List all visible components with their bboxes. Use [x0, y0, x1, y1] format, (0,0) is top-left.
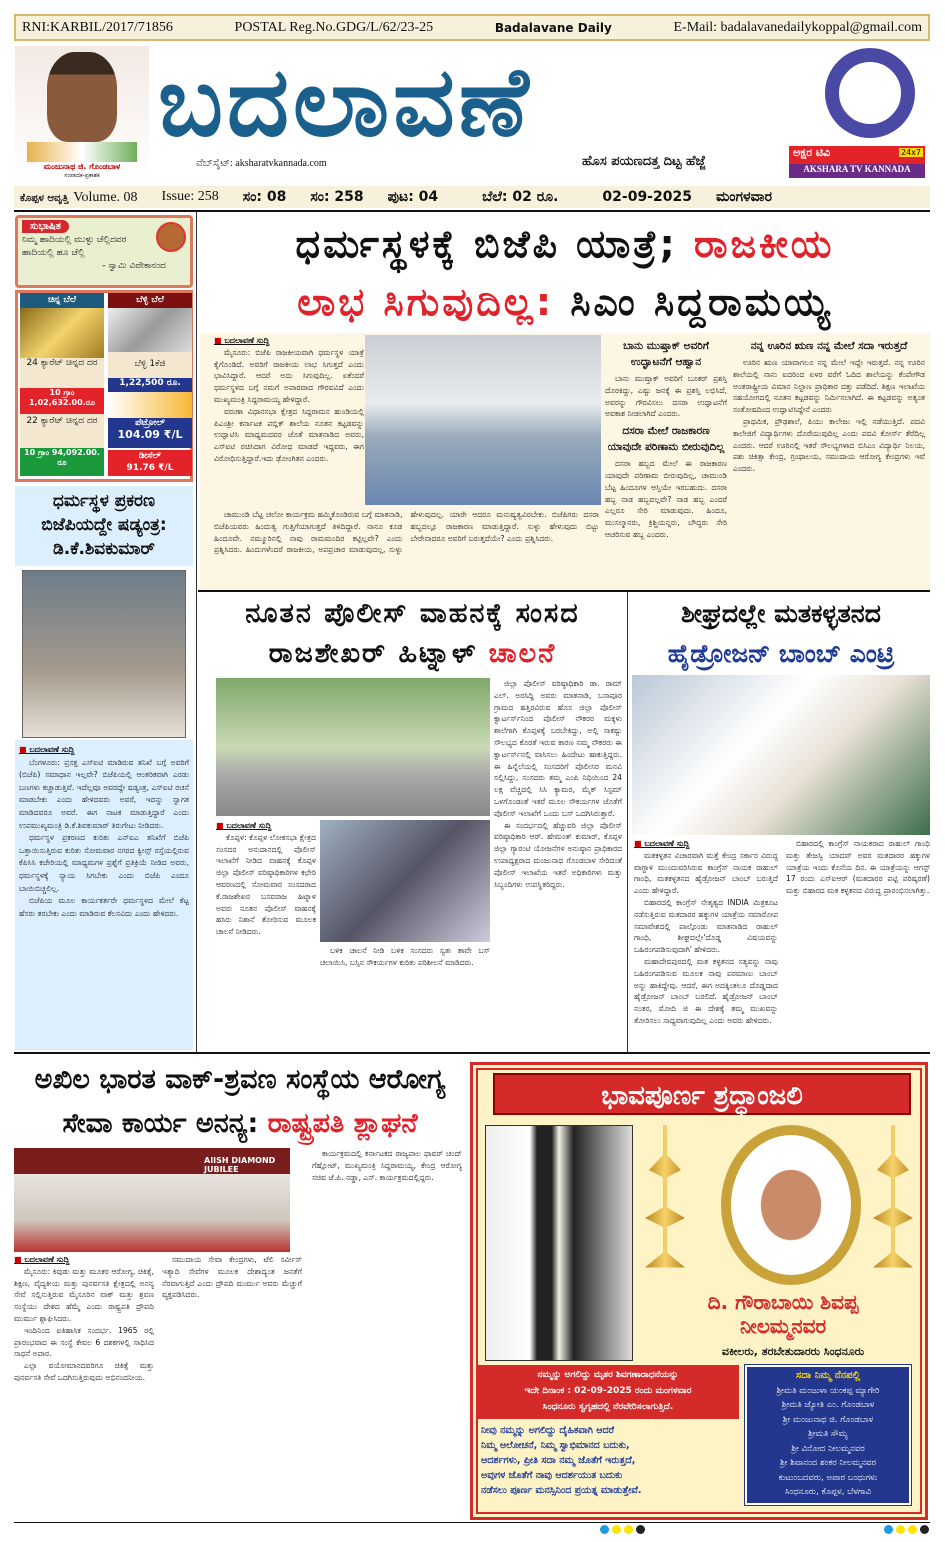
- tribute-message: [481, 1423, 741, 1498]
- email: E-Mail: badalavanedailykoppal@gmail.com: [673, 19, 922, 35]
- rates-gold24-label: 24 ಕ್ಯಾರೆಟ್ ಚಿನ್ನದ ದರ: [20, 358, 104, 388]
- subhashita-author: - ಸ್ವಾಮಿ ವಿವೇಕಾನಂದ: [102, 261, 166, 271]
- lead-story: [200, 333, 930, 590]
- rahul-p1: ಮತಕಳ್ಳತನ ವಿಚಾರವಾಗಿ ಮತ್ತೆ ಕೇಂದ್ರ ಸರ್ಕಾರ ವಿರುದ್ಧ ವಾಗ್ದಾಳಿ ಮುಂದುವರಿಸಿರುವ ಕಾಂಗ್ರೆಸ್ ನಾಯಕ ರಾಹುಲ್ ಗಾಂಧಿ, ಮತಕಳ್ಳತನದ ಹೈಡ್ರೋಜನ್ ಬಾಂಬ್ ಬರುತ್ತಿದೆ ಎಂದು ಹೇಳಿದ್ದಾರೆ.: [634, 850, 778, 896]
- dk-p3: ಬಿಜೆಪಿಯ ಮೂಲ ಕಾರ್ಯಕರ್ತರೇ ಧರ್ಮಸ್ಥಳದ ಮೇಲೆ ಕೆಟ್ಟ ಹೆಸರು ತರಬೇಕು ಎಂದು ಮಾಡಿರುವ ಕೆಲಸವಿದು ಎಂದು ಹೇಳಿದರು.: [19, 896, 189, 918]
- dk-byline: ■ ಬದಲಾವಣೆ ಸುದ್ದಿ: [19, 744, 189, 757]
- ad-name2: ನೀಲಮ್ಮನವರ: [739, 1314, 827, 1338]
- oil-lamp-icon: [645, 1125, 685, 1275]
- rates-petrol-value: 104.09 ₹/L: [117, 428, 183, 441]
- issue-date: 02-09-2025: [602, 189, 692, 205]
- lead-byline: ■ ಬದಲಾವಣೆ ಸುದ್ದಿ: [214, 335, 364, 347]
- police-p3: ಜಿಲ್ಲಾ ಪೊಲೀಸ್ ವರಿಷ್ಠಾಧಿಕಾರಿ ಡಾ. ರಾಮ್ ಎಲ್. ಅರಸಿದ್ದಿ ಅವರು ಮಾತನಾಡಿ, ಬಸಾಪೂರ ಗ್ರಾಮದ ಹತ್ತಿರವಿರುವ ಹೊಸ ಜಿಲ್ಲಾ ಪೊಲೀಸ್ ಕ್ವಾರ್ಟರ್ಸ್‌ನಿಂದ ಪೊಲೀಸ್ ನೌಕರರ ಮಕ್ಕಳು ಶಾಲೆಗಾಗಿ ಕೊಪ್ಪಳಕ್ಕೆ ಬರಬೇಕಿದ್ದು, ಅಲ್ಲಿ ಸಾಕಷ್ಟು ಸೌಲಭ್ಯದ ಕೊರತೆ ಇರುವ ಕಾರಣ ನಮ್ಮ ನೌಕರರು ಈ ಕ್ವಾರ್ಟರ್ಸ್‌ನಲ್ಲಿ ವಾಸಿಸಲು ಹಿಂದೇಟು ಹಾಕುತ್ತಿದ್ದರು. ಈ ಹಿನ್ನೆಲೆಯಲ್ಲಿ ಸಂಸದರಿಗೆ ಪೊಲೀಸರ ಮನವಿ ಸಲ್ಲಿಸಿದ್ದು, ಸಂಸದರು ತಮ್ಮ ಎಂಪಿ ನಿಧಿಯಿಂದ 24 ಲಕ್ಷ ವೆಚ್ಚದಲ್ಲಿ ಸಿಸಿ ಕ್ಯಾಮರ, ಮೈಕ್ ಸಿಸ್ಟಮ್ ಒಳಗೊಂಡಂತೆ ಇತರೆ ಮೂಲ ಸೌಕರ್ಯಗಳ ಜೊತೆಗೆ ಪೊಲೀಸ್ ಇಲಾಖೆಗೆ ಒಂದು ಬಸ್ ಒದಗಿಸಿರುತ್ತಾರೆ.: [494, 679, 622, 818]
- president-p2: ಇಂದಿನಿಂದ ಐತಿಹಾಸಿಕ ಸಂದರ್ಭ. 1965 ರಲ್ಲಿ ಪ್ರಾರಂಭವಾದ ಈ ಸಂಸ್ಥೆ ಕೇವಲ 6 ದಶಕಗಳಲ್ಲಿ ಸಾಧಿಸಿದ ಸಾಧನೆ ಅಪಾರ.: [14, 1325, 154, 1359]
- ad-title: ಭಾವಪೂರ್ಣ ಶ್ರದ್ಧಾಂಜಲಿ: [493, 1073, 911, 1115]
- police-byline: ■ ಬದಲಾವಣೆ ಸುದ್ದಿ: [216, 820, 316, 832]
- president-p5: ಕಾರ್ಯಕ್ರಮದಲ್ಲಿ ಕರ್ನಾಟಕದ ರಾಜ್ಯಪಾಲ ಥಾವರ್ ಚಂದ್ ಗೆಹ್ಲೋಟ್, ಮುಖ್ಯಮಂತ್ರಿ ಸಿದ್ದರಾಮಯ್ಯ, ಕೇಂದ್ರ ಆರೋಗ್ಯ ಸಚಿವ ಜೆ.ಪಿ. ನಡ್ಡಾ, ಎಸ್. ಕಾರ್ಯಕ್ರಮದಲ್ಲಿದ್ದರು.: [312, 1149, 462, 1182]
- lead-headline-red2: ಲಾಭ ಸಿಗುವುದಿಲ್ಲ:: [297, 280, 555, 324]
- president-headline2-red: ರಾಷ್ಟ್ರಪತಿ ಶ್ಲಾಘನೆ: [267, 1108, 418, 1139]
- akshara-tv-logo: [785, 48, 925, 180]
- ad-family-1: ಶ್ರೀಮತಿ ಜ್ಯೋತಿ ಎಂ. ಗೊಂಡಬಾಳ: [781, 1400, 875, 1410]
- rates-box: [15, 290, 193, 482]
- rahul-headline: [632, 594, 930, 674]
- lead-p7: ಪ್ರಾಥಮಿಕ, ಪ್ರೌಢಶಾಲೆ, ಪಿಯು ಕಾಲೇಜು ಇಲ್ಲಿ ನಡೆಯುತ್ತಿದೆ. ಪದವಿ ಕಾಲೇಜಿಗೆ ವಿದ್ಯಾರ್ಥಿಗಳು ದೊರೆಯುವುದಿಲ್ಲ ಎಂದು ಪದವಿ ಕೋರ್ಸ್ ತೆರೆದಿಲ್ಲ ಎಂದರು. ಆದರೆ ಊರಿನಲ್ಲಿ ಇತರೆ ಸೌಲಭ್ಯಗಳಾದ ಬಿಸಿಎಂ ವಿದ್ಯಾರ್ಥಿ ನಿಲಯ, ಪಶು ಚಿಕಿತ್ಸಾ ಕೇಂದ್ರ, ಗ್ರಂಥಾಲಯ, ಸಮುದಾಯ ಆರೋಗ್ಯ ಕೇಂದ್ರಗಳು ಇವೆ ಎಂದರು.: [733, 416, 925, 474]
- subhashita-text: ನಿಮ್ಮ ಹಾದಿಯಲ್ಲಿ ಮುಳ್ಳು ಚೆಲ್ಲಿದವರ ಹಾದಿಯಲ್ಲಿ ಹೂ ಚೆಲ್ಲಿ: [22, 235, 127, 258]
- rahul-gandhi-photo: [632, 675, 930, 835]
- rates-gold22-label: 22 ಕ್ಯಾರೆಟ್ ಚಿನ್ನದ ದರ: [20, 414, 104, 448]
- person-photo: [485, 1125, 633, 1361]
- editor-name: ಮಂಜುನಾಥ ಜಿ. ಗೊಂಡಬಾಳ: [43, 162, 121, 171]
- rates-silver-label: ಬೆಳ್ಳಿ ಬೆಲೆ: [108, 293, 192, 308]
- infobar-day: ಮಂಗಳವಾರ: [715, 189, 772, 205]
- registration-dots: [600, 1525, 645, 1534]
- rates-diesel-value: 91.76 ₹/L: [126, 463, 174, 473]
- lead-headline: [200, 215, 930, 333]
- newspaper-title: ಬದಲಾವಣೆ: [158, 46, 533, 158]
- ad-family-5: ಶ್ರೀ ಶಿವಾನಂದ ಶಂಕರ ನೀಲಮ್ಮನವರ: [779, 1458, 877, 1468]
- siddaramaiah-photo: [365, 335, 601, 505]
- rates-petrol-label: ಪೆಟ್ರೋಲ್: [135, 418, 165, 428]
- vivekananda-portrait: [156, 222, 186, 252]
- rahul-p2: ಬಿಹಾರದಲ್ಲಿ ಕಾಂಗ್ರೆಸ್ ನೇತೃತ್ವದ INDIA ಮಿತ್ರಕೂಟ ನಡೆಸುತ್ತಿರುವ ಮತದಾರರ ಹಕ್ಕುಗಳ ಯಾತ್ರೆಯ ಸಮಾರೋಪ ಸಮಾವೇಶದಲ್ಲಿ ಪಾಲ್ಗೊಂಡು ಮಾತನಾಡಿದ ರಾಹುಲ್ ಗಾಂಧಿ, ಶೀಘ್ರದಲ್ಲೇ'ದೊಡ್ಡ ವಿಷಯವನ್ನು ಬಹಿರಂಗಪಡಿಸುವುದಾಗಿ' ಹೇಳಿದರು.: [634, 897, 778, 955]
- editor-role: ಸಂಪಾದಕ-ಪ್ರಕಾಶಕ: [64, 172, 100, 179]
- ad-role: ವಕೀಲರು, ತರಬೇತುದಾರರು ಸಿಂಧನೂರು: [721, 1345, 865, 1358]
- rates-gold-label: ಚಿನ್ನ ಬೆಲೆ: [20, 293, 104, 308]
- rahul-p4: ಬಿಹಾರದಲ್ಲಿ ಕಾಂಗ್ರೆಸ್ ನಾಯಕರಾದ ರಾಹುಲ್ ಗಾಂಧಿ ಮತ್ತು ತೇಜಸ್ವಿ ಯಾದವ್ ಅವರ ಮತದಾರರ ಹಕ್ಕುಗಳ ಯಾತ್ರೆಯ ಇಂದು ಕೊನೆಯ ದಿನ. ಈ ಯಾತ್ರೆಯನ್ನು ಆಗಸ್ಟ್ 17 ರಂದು ಎಸ್‌ಐಆರ್ (ಮತದಾರರ ಪಟ್ಟಿ ಪರಿಷ್ಕರಣೆ) ಮತ್ತು ಬಿಹಾರದ ಮತ ಕಳ್ಳತನದ ವಿರುದ್ಧ ಪ್ರಾರಂಭಿಸಲಾಗಿತ್ತು.: [786, 839, 930, 896]
- paper-name-english: Badalavane Daily: [494, 20, 612, 35]
- ad-family-7: ಸಿಂಧನೂರು, ಕೊಪ್ಪಳ, ಬೆಳಗಾವಿ: [784, 1487, 872, 1497]
- police-headline1: ನೂತನ ಪೊಲೀಸ್ ವಾಹನಕ್ಕೆ ಸಂಸದ: [245, 598, 580, 629]
- president-p3: ಎಲ್ಲಾ ವಯೋಮಾನದವರಿಗೂ ಚಿಕಿತ್ಸೆ ಮತ್ತು ಪುನರ್ವಸತಿ ಸೇವೆ ಒದಗಿಸುತ್ತಿರುವುದು ಅಭಿನಂದನೀಯ.: [14, 1361, 154, 1382]
- dk-story-body: [15, 740, 193, 1050]
- lead-p3: ಚಾಮುಂಡಿ ಬೆಟ್ಟ ಚಲೋ ಕಾರ್ಯಕ್ರಮ ಹಮ್ಮಿಕೊಂಡಿರುವ ಬಗ್ಗೆ ಮಾತನಾಡಿ, ಬಿಜೆಪಿಯವರು ಹಿಂದುತ್ವ ಗುತ್ತಿಗೆಯಾಗುತ್ತದೆ ತಿಳಿದಿದ್ದಾರೆ. ನಾನೂ ಕೂಡ ಹಿಂದೂವೇ. ನಮ್ಮೂರಿನಲ್ಲಿ ನಾವು ರಾಮಮಂದಿರ ಕಟ್ಟಿಲ್ಲವೇ? ಎಂದು ಪ್ರಶ್ನಿಸಿದರು. ಹಿಂದುಗಳೆಂದರೆ ರಾಜಕೀಯ, ಅಪಪ್ರಚಾರ ಮಾಡುವುದಲ್ಲ, ಸುಳ್ಳು ಹೇಳುವುದಲ್ಲ. ಯಾರೇ ಆದರೂ ಮನುಷ್ಯತ್ವವಿರಬೇಕು. ಬಿಜೆಪಿಗರು ದಸರಾ ಹಬ್ಬದಲ್ಲೂ ರಾಜಕಾರಣ ಮಾಡುತ್ತಿದ್ದಾರೆ. ಸುಳ್ಳು ಹೇಳುವುದು ಬಿಟ್ಟು ಬೇರೇನಾದರೂ ಅವರಿಗೆ ಬರುತ್ತದೆಯೇ? ಎಂದು ಪ್ರಶ್ನಿಸಿದರು.: [214, 510, 599, 555]
- oil-lamp-icon: [873, 1125, 913, 1275]
- ad-message-0: ನೀವು ನಮ್ಮನ್ನು ಅಗಲಿದ್ದು ದೈಹಿಕವಾಗಿ ಆದರೆ: [481, 1425, 615, 1436]
- dk-p1: ಬೆಂಗಳೂರು: ಪ್ರಸಕ್ತ ಎಸ್‌ಐಟಿ ಮಾಡಿರುವ ತನಿಖೆ ಬಗ್ಗೆ ಅವರಿಗೆ (ಬಿಜೆಪಿ) ಸಮಾಧಾನ ಇಲ್ಲವೇ? ಬಿಜೆಪಿಯಲ್ಲಿ ಆಂತರಿಕವಾಗಿ ಎರಡು ಬಣಗಳು ಕಚ್ಚಾಡುತ್ತಿವೆ. ಇದೆಲ್ಲವೂ ಅವರದ್ದೇ ಷಡ್ಯಂತ್ರ, ಎಸ್‌ಐಟಿ ರಚನೆ ಮಾಡಬೇಕು ಎಂದು ಹೇಳಿದವರು ಅವರೆ, ಇದನ್ನು ಸ್ವಾಗತ ಮಾಡಿದವರೂ ಅವರೆ. ಈಗ ನಾಟಕ ಮಾಡುತ್ತಿದ್ದಾರೆ ಎಂದು ಉಪಮುಖ್ಯಮಂತ್ರಿ ಡಿ.ಕೆ.ಶಿವಕುಮಾರ್ ತಿರುಗೇಟು ನೀಡಿದರು.: [19, 757, 189, 830]
- lead-sub2: ದಸರಾ ಮೇಲೆ ರಾಜಕಾರಣ ಯಾವುದೇ ಪರಿಣಾಮ ಬೀರುವುದಿಲ್ಲ: [607, 425, 725, 454]
- tagline: ಹೊಸ ಪಯಣದತ್ತ ದಿಟ್ಟ ಹೆಜ್ಜೆ: [582, 154, 706, 169]
- ad-name1: ದಿ. ಗೌರಾಬಾಯಿ ಶಿವಪ್ಪ: [707, 1290, 859, 1314]
- masthead-logo-badge: 24x7: [900, 148, 921, 157]
- family-list: [745, 1365, 911, 1505]
- ad-notice-0: ನಮ್ಮನ್ನು ಅಗಲಿದ್ದು ಮೃತರ ಶಿವಗಣಾರಾಧನೆಯನ್ನು: [537, 1370, 679, 1380]
- rates-gold24-value: 10 ಗ್ರಾಂ 1,02,632.00.ರೂ: [20, 388, 104, 414]
- ad-message-3: ಅವುಗಳ ಜೊತೆಗೆ ನಾವು ಆದರ್ಶಯುತ ಬದುಕು: [481, 1470, 623, 1481]
- lead-p4: ಬಾನು ಮುಷ್ತಾಕ್ ಅವರಿಗೆ ಬೂಕರ್ ಪ್ರಶಸ್ತಿ ದೊರಕಿದ್ದು, ಎಷ್ಟು ಜನಕ್ಕೆ ಈ ಪ್ರಶಸ್ತಿ ಲಭಿಸಿದೆ, ಅವರನ್ನು ಗೌರವಿಸಲು ದಸರಾ ಉದ್ಘಾಟನೆಗೆ ಅವಕಾಶ ನೀಡಲಾಗಿದೆ ಎಂದರು.: [605, 374, 727, 419]
- ad-family-4: ಶ್ರೀ ವಿನೋದ ನೀಲಮ್ಮನವರ: [791, 1443, 865, 1454]
- lead-sub3: ನನ್ನ ಊರಿನ ಋಣ ನನ್ನ ಮೇಲೆ ಸದಾ ಇರುತ್ತದೆ: [750, 340, 908, 352]
- ad-family-title: ಸದಾ ನಿಮ್ಮ ನೆನಪಲ್ಲಿ: [795, 1370, 861, 1381]
- ad-notice-1: ಇದೇ ದಿನಾಂಕ : 02-09-2025 ರಂದು ಮಂಗಳವಾರ: [524, 1386, 692, 1396]
- obituary-ad: [470, 1062, 928, 1520]
- president-banner-text: AIISH DIAMOND JUBILEE: [204, 1156, 276, 1174]
- police-p4: ಈ ಸಂದರ್ಭದಲ್ಲಿ ಹೆಚ್ಚುವರಿ ಜಿಲ್ಲಾ ಪೊಲೀಸ್ ವರಿಷ್ಠಾಧಿಕಾರಿ ಆರ್. ಹೇಮಂತ್ ಕುಮಾರ್, ಕೊಪ್ಪಳ ಜಿಲ್ಲಾ ಗ್ಯಾರಂಟಿ ಯೋಜನೆಗಳ ಅನುಷ್ಠಾನ ಪ್ರಾಧಿಕಾರದ ಉಪಾಧ್ಯಕ್ಷರಾದ ಮಂಜುನಾಥ ಗೊಂಡಬಾಳ ಸೇರಿದಂತೆ ಪೊಲೀಸ್ ಇಲಾಖೆಯ ಇತರೆ ಅಧಿಕಾರಿಗಳು ಮತ್ತು ಸಿಬ್ಬಂದಿಗಳು ಉಪಸ್ಥಿತರಿದ್ದರು.: [494, 820, 622, 889]
- president-headline2-black: ಸೇವಾ ಕಾರ್ಯ ಅನನ್ಯ:: [62, 1108, 259, 1139]
- rates-gold22-value: 10 ಗ್ರಾಂ 94,092.00. ರೂ: [20, 448, 104, 476]
- police-p1: ಕೊಪ್ಪಳ: ಕೊಪ್ಪಳ ಲೋಕಸಭಾ ಕ್ಷೇತ್ರದ ಸಂಸದರ ಅನುದಾನದಲ್ಲಿ ಪೊಲೀಸ್ ಇಲಾಖೆಗೆ ನೀಡಿದ ವಾಹನಕ್ಕೆ ಕೊಪ್ಪಳ ಜಿಲ್ಲಾ ಪೊಲೀಸ್ ವರಿಷ್ಠಾಧಿಕಾರಿಗಳ ಕಛೇರಿ ಆವರಣದಲ್ಲಿ ಸೋಮವಾರ ಸಂಸದರಾದ ಕೆ.ರಾಜಶೇಖರ ಬಸವರಾಜ ಹಿಟ್ನಾಳ ಅವರು ನೂತನ ಪೊಲೀಸ್ ವಾಹನಕ್ಕೆ ಹಸಿರು ನಿಶಾನೆ ತೋರಿಸುವ ಮೂಲಕ ಚಾಲನೆ ನೀಡಿದರು.: [216, 832, 316, 937]
- infobar-edition: ಕೊಪ್ಪಳ ಆವೃತ್ತಿ: [20, 192, 69, 204]
- silver-image: [108, 308, 192, 352]
- ad-family-3: ಶ್ರೀಮತಿ ಸೌಮ್ಯ: [808, 1429, 848, 1439]
- lead-headline-red1: ರಾಜಕೀಯ: [693, 222, 835, 266]
- lead-p6: ಊರಿನ ಋಣ ಯಾವಾಗಲೂ ನನ್ನ ಮೇಲೆ ಇದ್ದೇ ಇರುತ್ತದೆ. ನನ್ನ ಊರಿನ ಶಾಲೆಯಲ್ಲಿ ನಾನು ಐದರಿಂದ ಏಳರ ವರೆಗೆ ಓದಿದ ಶಾಲೆಯನ್ನು ಕೆಂಪೇಗೌಡ ಅಂತರಾಷ್ಟ್ರೀಯ ವಿಮಾನ ನಿಲ್ದಾಣ ಪ್ರಾಧಿಕಾರ ದತ್ತು ಪಡೆದಿದೆ. ಶಿಕ್ಷಣ ಇಲಾಖೆಯ ಸಹಯೋಗದಲ್ಲಿ ನೂತನ ಕಟ್ಟಡವನ್ನು ನಿರ್ಮಿಸಲಾಗಿದೆ. ಈ ಕಟ್ಟಡವನ್ನು ಅತ್ಯಂತ ಸಂತೋಷದಿಂದ ಉದ್ಘಾಟಿಸಿದ್ದೇನೆ ಎಂದರು: [733, 358, 925, 415]
- registration-dots: [884, 1525, 929, 1534]
- police-story-col2: [494, 678, 622, 1050]
- infobar-sam2: ಸಂ: 258: [310, 189, 364, 205]
- ad-message-1: ನಿಮ್ಮ ಆಲೋಚನೆ, ನಿಮ್ಮ ಸ್ವಾಭಿಮಾನದ ಬದುಕು,: [481, 1440, 630, 1451]
- editor-photo: [15, 46, 149, 180]
- subhashita-label: ಸುಭಾಷಿತ: [22, 220, 69, 233]
- dk-headline: ಧರ್ಮಸ್ಥಳ ಪ್ರಕರಣ ಬಿಜೆಪಿಯದ್ದೇ ಷಡ್ಯಂತ್ರ: ಡಿ.ಕೆ.ಶಿವಕುಮಾರ್: [15, 486, 193, 566]
- rahul-headline1: ಶೀಘ್ರದಲ್ಲೇ ಮತಕಳ್ಳತನದ: [681, 599, 881, 628]
- masthead-logo-name2: AKSHARA TV KANNADA: [789, 164, 925, 178]
- top-info-bar: [14, 14, 930, 41]
- ad-message-4: ನಡೆಸಲು ಪೂರ್ಣ ಮನಸ್ಸಿನಿಂದ ಪ್ರಯತ್ನ ಮಾಡುತ್ತೇವೆ.: [481, 1485, 642, 1496]
- police-bus-photo: [216, 678, 490, 816]
- fuel-pump-icon: [108, 392, 192, 418]
- ceremony-notice: [477, 1365, 739, 1419]
- lead-headline-black2: ಸಿಎಂ ಸಿದ್ದರಾಮಯ್ಯ: [570, 280, 833, 324]
- ad-family-6: ಕುಟುಂಬದವರು, ಅಪಾರ ಬಂಧುಗಳು: [778, 1472, 878, 1483]
- rni-number: RNI:KARBIL/2017/71856: [22, 19, 173, 35]
- portrait-frame: [721, 1125, 861, 1285]
- lead-p2: ವರುಣಾ ವಿಧಾನಸಭಾ ಕ್ಷೇತ್ರದ ಸಿದ್ದರಾಮನ ಹುಂಡಿಯಲ್ಲಿ ಪಿಎಂಶ್ರೀ ಕರ್ನಾಟಕ ಪಬ್ಲಿಕ್ ಶಾಲೆಯ ನೂತನ ಕಟ್ಟಡವನ್ನು ಉದ್ಘಾಟಿಸಿ ಮಾಧ್ಯಮದವರ ಜೊತೆ ಮಾತನಾಡಿದ ಅವರು, ಎಸ್‌ಐಟಿ ರಚಿಸಿದಾಗ ವಿರೋಧ ಮಾಡದೆ ಇದ್ದವರು, ಈಗ ವಿರೋಧಿಸುತ್ತಿದ್ದಾರೆ.ಇದು ಢೋಂಗಿತನ ಎಂದರು.: [214, 406, 364, 463]
- dk-p2: ಧರ್ಮಸ್ಥಳ ಪ್ರಕರಣದ ಕುರಿತು ಎನ್‌ಐಎ ತನಿಖೆಗೆ ಬಿಜೆಪಿ ಒತ್ತಾಯಿಸುತ್ತಿರುವ ಕುರಿತು ಸೋಮವಾರ ನಗರದ ಕ್ವೀನ್ಸ್ ರಸ್ತೆಯಲ್ಲಿರುವ ಕೆಪಿಸಿಸಿ ಕಚೇರಿಯಲ್ಲಿ ಮಾಧ್ಯಮಗಳ ಪ್ರಶ್ನೆಗೆ ಪ್ರತಿಕ್ರಿಯೆ ನೀಡಿದ ಅವರು, ಧರ್ಮಸ್ಥಳಕ್ಕೆ ನ್ಯಾಯ ಸಿಗಬೇಕು ಎಂದು ಬಿಜೆಪಿ ಎಂದೂ ಬಾಯಿಬಿಚ್ಚಲಿಲ್ಲ.: [19, 833, 189, 893]
- website: ವೆಬ್‌ಸೈಟ್: aksharatvkannada.com: [196, 158, 327, 169]
- president-byline: ■ ಬದಲಾವಣೆ ಸುದ್ದಿ: [14, 1254, 154, 1266]
- police-headline2-black: ರಾಜಶೇಖರ್ ಹಿಟ್ನಾಳ್: [268, 638, 478, 669]
- lead-p1: ಮೈಸೂರು: ಬಿಜೆಪಿ ರಾಜಕೀಯವಾಗಿ ಧರ್ಮಸ್ಥಳ ಯಾತ್ರೆ ಕೈಗೊಂಡಿದೆ. ಅವರಿಗೆ ರಾಜಕೀಯ ಲಾಭ ಸಿಗುತ್ತದೆ ಎಂದು ಭಾವಿಸಿದ್ದಾರೆ. ಆದರೆ ಅದು ಸಿಗುವುದಿಲ್ಲ. ಏಕೆಂದರೆ ಧರ್ಮಸ್ಥಳದ ಬಗ್ಗೆ ನಮಗೆ ಅಪಾರವಾದ ಗೌರವವಿದೆ ಎಂದು ಮುಖ್ಯಮಂತ್ರಿ ಸಿದ್ದರಾಮಯ್ಯ ಹೇಳಿದ್ದಾರೆ.: [214, 347, 364, 404]
- issue-info-bar: [14, 186, 930, 208]
- rates-silver-value: 1,22,500 ರೂ.: [108, 378, 192, 392]
- rates-silver-unit: ಬೆಳ್ಳಿ 1ಕೆಜಿ: [108, 352, 192, 378]
- bus-interior-photo: [320, 820, 490, 942]
- infobar-pages: ಪುಟ: 04: [387, 189, 439, 205]
- aiish-event-photo: [14, 1148, 290, 1252]
- gold-image: [20, 308, 104, 358]
- infobar-sam1: ಸಂ: 08: [242, 189, 287, 205]
- president-headline1: ಅಖಿಲ ಭಾರತ ವಾಕ್-ಶ್ರವಣ ಸಂಸ್ಥೆಯ ಆರೋಗ್ಯ: [34, 1064, 446, 1095]
- infobar-issue: Issue: 258: [161, 189, 219, 204]
- rahul-byline: ■ ಬದಲಾವಣೆ ಸುದ್ದಿ: [634, 838, 778, 850]
- infobar-volume: Volume. 08: [73, 189, 138, 205]
- ad-family-0: ಶ್ರೀಮತಿ ಮಂಜುಳಾ ಯಂಕಪ್ಪ ಮ್ಯಾಗೇರಿ: [776, 1385, 880, 1396]
- police-p2: ಬಳಿಕ ಚಾಲನೆ ನೀಡಿ ಬಳಿಕ ಸಂಸದರು ಸ್ವತಃ ತಾವೇ ಬಸ್ ಚಲಾಯಿಸಿ, ಬಸ್ಸಿನ ಸೌಕರ್ಯಗಳ ಕುರಿತು ಪರಿಶೀಲನೆ ಮಾಡಿದರು.: [320, 946, 490, 967]
- police-headline2-red: ಚಾಲನೆ: [488, 638, 557, 669]
- postal-reg: POSTAL Reg.No.GDG/L/62/23-25: [234, 19, 434, 35]
- dk-shivakumar-photo: [22, 570, 186, 738]
- police-headline: [200, 594, 625, 674]
- infobar-price: ಬೆಲೆ: 02 ರೂ.: [482, 189, 559, 205]
- rates-diesel-label: ಡೀಸೆಲ್: [138, 451, 162, 461]
- president-headline: [14, 1058, 466, 1146]
- masthead-logo-name1: ಅಕ್ಷರ ಟಿವಿ: [789, 146, 925, 164]
- president-p1: ಮೈಸೂರು: ಕಿವುಡು ಮತ್ತು ಮೂಕರ ಆರೋಗ್ಯ, ಚಿಕಿತ್ಸೆ, ಶಿಕ್ಷಣ, ವೈದ್ಯಕೀಯ ಮತ್ತು ಪುನರ್ವಸತಿ ಕ್ಷೇತ್ರದಲ್ಲಿ ಅನನ್ಯ ಸೇವೆ ಸಲ್ಲಿಸುತ್ತಿರುವ ಮೈಸೂರಿನ ವಾಕ್ ಮತ್ತು ಶ್ರವಣ ಸಂಸ್ಥೆಯು ದೇಶದ ಹೆಮ್ಮೆ ಎಂದು ರಾಷ್ಟ್ರಪತಿ ದ್ರೌಪದಿ ಮುರ್ಮು ಶ್ಲಾಘಿಸಿದರು.: [14, 1266, 154, 1323]
- ad-family-2: ಶ್ರೀ ಮಂಜುನಾಥ ಜಿ. ಗೊಂಡಬಾಳ: [782, 1414, 874, 1425]
- lead-headline-black1: ಧರ್ಮಸ್ಥಳಕ್ಕೆ ಬಿಜೆಪಿ ಯಾತ್ರೆ;: [295, 222, 678, 266]
- ad-notice-2: ಸಿಂಧನೂರು ಸ್ವಗೃಹದಲ್ಲಿ ನೆರವೇರಿಸಲಾಗುತ್ತಿದೆ.: [542, 1402, 674, 1412]
- lead-sub1: ಬಾನು ಮುಷ್ತಾಕ್ ಅವರಿಗೆ ಉದ್ಘಾಟನೆಗೆ ಆಹ್ವಾನ: [623, 340, 709, 368]
- president-p4: ಸಮುದಾಯ ಸೇವಾ ಕೇಂದ್ರಗಳು, ಟೆಲಿ ಸರ್ವೀಸ್ ಇತ್ಯಾದಿ ಸೇವೆಗಳ ಮೂಲಕ ದೇಶಾದ್ಯಂತ ಜನತೆಗೆ ನೆರವಾಗುತ್ತಿದೆ ಎಂದು ದ್ರೌಪದಿ ಮುರ್ಮು ಅವರು ಮೆಚ್ಚುಗೆ ವ್ಯಕ್ತಪಡಿಸಿದರು.: [162, 1255, 302, 1300]
- rahul-headline2: ಹೈಡ್ರೋಜನ್ ಬಾಂಬ್ ಎಂಟ್ರಿ: [667, 639, 895, 668]
- lead-p5: ದಸರಾ ಹಬ್ಬದ ಮೇಲೆ ಈ ರಾಜಕಾರಣ ಯಾವುದೇ ಪರಿಣಾಮ ಬೀರುವುದಿಲ್ಲ, ಚಾಮುಂಡಿ ಬೆಟ್ಟ ಹಿಂದೂಗಳ ಆಸ್ತಿಯೇ ಇರಬಹುದು. ದಸರಾ ಹಬ್ಬ ನಾಡ ಹಬ್ಬವಲ್ಲವೇ? ನಾಡ ಹಬ್ಬ ಎಂದರೆ ಎಲ್ಲರೂ ಸೇರಿ ಮಾಡುವುದು. ಹಿಂದೂ, ಮುಸಲ್ಮಾನರು, ಕ್ರಿಶ್ಚಿಯನ್ನರು, ಬೌದ್ಧರು ಸೇರಿ ಆಚರಿಸುವ ಹಬ್ಬ ಎಂದರು.: [605, 459, 727, 539]
- ad-message-2: ಆದರ್ಶಗಳು, ಪ್ರೀತಿ ಸದಾ ನಮ್ಮ ಜೊತೆಗೆ ಇರುತ್ತದೆ,: [481, 1455, 636, 1466]
- rahul-p3: ಮಹಾದೇವಪುರದಲ್ಲಿ ಮತ ಕಳ್ಳತನದ ಸತ್ಯವನ್ನು ನಾವು ಬಹಿರಂಗಪಡಿಸುವ ಮೂಲಕ ನಾವು ಪರಮಾಣು ಬಾಂಬ್ ಅನ್ನು ಹಾಕಿದ್ದೇವು. ಆದರೆ, ಈಗ ಅದಕ್ಕಿಂತಲೂ ದೊಡ್ಡದಾದ ಹೈಡ್ರೋಜನ್ ಬಾಂಬ್ ಬರಲಿದೆ. ಹೈಡ್ರೋಜನ್ ಬಾಂಬ್ ನಂತರ, ಮೋದಿ ಜಿ ಈ ದೇಶಕ್ಕೆ ತಮ್ಮ ಮುಖವನ್ನು ತೋರಿಸಲು ಸಾಧ್ಯವಾಗುವುದಿಲ್ಲ ಎಂದು ಅವರು ಹೇಳಿದರು.: [634, 956, 778, 1025]
- subhashita-box: [15, 215, 193, 288]
- police-story-col1: [216, 820, 316, 1050]
